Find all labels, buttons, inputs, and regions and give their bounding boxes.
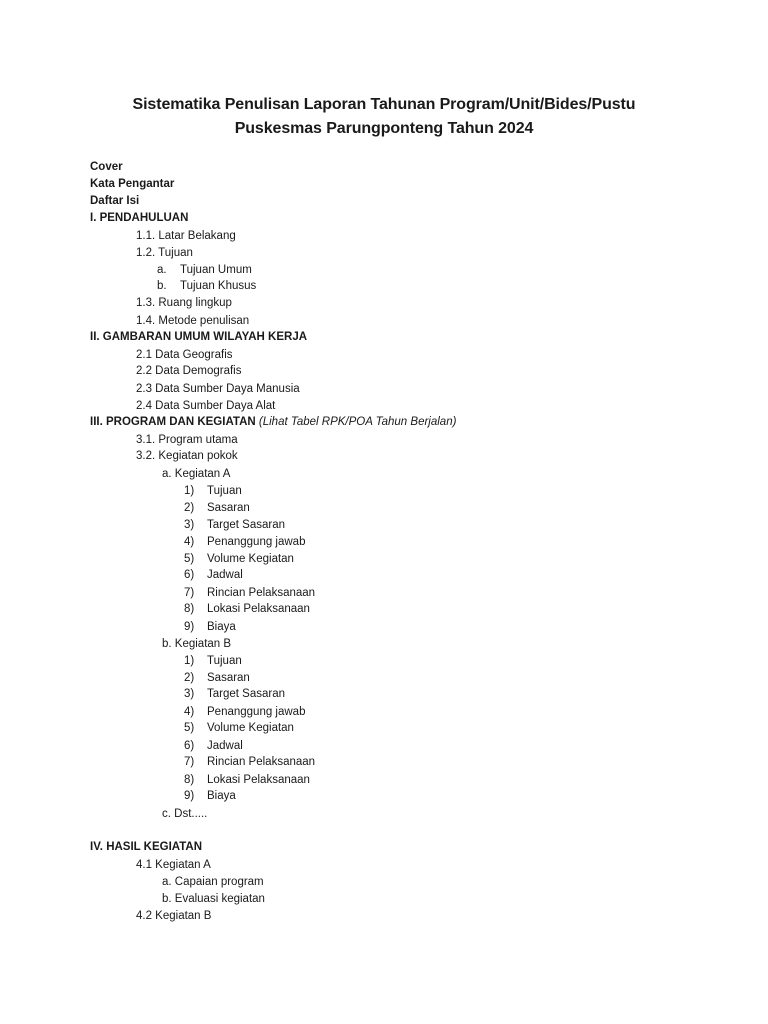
list-item: Jadwal [207,569,243,581]
list-item: Jadwal [207,740,243,752]
list-marker: 6) [184,740,195,752]
toc-kata-pengantar: Kata Pengantar [90,178,175,190]
subsection-program-utama: 3.1. Program utama [136,434,238,446]
list-marker: 8) [184,603,195,615]
list-item: Sasaran [207,672,250,684]
subsection-data-alat: 2.4 Data Sumber Daya Alat [136,400,276,412]
list-marker: 9) [184,790,195,802]
section-heading-text: III. PROGRAM DAN KEGIATAN [90,416,256,428]
list-item-evaluasi-kegiatan: b. Evaluasi kegiatan [162,893,265,905]
list-marker: 4) [184,536,195,548]
list-item: Penanggung jawab [207,536,306,548]
subsection-data-sdm: 2.3 Data Sumber Daya Manusia [136,383,300,395]
list-item: Target Sasaran [207,688,285,700]
list-item-tujuan-umum: Tujuan Umum [180,264,252,276]
list-marker: 2) [184,672,195,684]
list-item: Target Sasaran [207,519,285,531]
subsection-tujuan: 1.2. Tujuan [136,247,193,259]
subsection-kegiatan-a: 4.1 Kegiatan A [136,859,211,871]
list-marker: 1) [184,655,195,667]
toc-daftar-isi: Daftar Isi [90,195,140,207]
list-marker: 7) [184,587,195,599]
section-heading-note: (Lihat Tabel RPK/POA Tahun Berjalan) [258,416,457,428]
list-item: Lokasi Pelaksanaan [207,603,310,615]
list-marker: 3) [184,519,195,531]
subsection-data-demografis: 2.2 Data Demografis [136,365,242,377]
list-marker: 1) [184,485,195,497]
list-marker: 7) [184,756,195,768]
list-marker: 9) [184,621,195,633]
list-item-tujuan-khusus: Tujuan Khusus [180,280,257,292]
section-heading-gambaran-umum: II. GAMBARAN UMUM WILAYAH KERJA [90,331,308,343]
list-item: Rincian Pelaksanaan [207,756,316,768]
list-item: Sasaran [207,502,250,514]
list-item-capaian-program: a. Capaian program [162,876,264,888]
list-item: Penanggung jawab [207,706,306,718]
subsection-metode-penulisan: 1.4. Metode penulisan [136,315,250,327]
kegiatan-dst: c. Dst..... [162,808,208,820]
list-marker: 2) [184,502,195,514]
list-marker: b. [157,280,167,292]
list-item: Tujuan [207,655,242,667]
list-marker: 8) [184,774,195,786]
subsection-ruang-lingkup: 1.3. Ruang lingkup [136,297,232,309]
document-title-line-1: Sistematika Penulisan Laporan Tahunan Program/Unit/Bides/Pustu [132,96,636,113]
section-heading-program-kegiatan [90,414,456,430]
kegiatan-a-heading: a. Kegiatan A [162,468,231,480]
list-item: Lokasi Pelaksanaan [207,774,310,786]
document-title-line-2: Puskesmas Parungponteng Tahun 2024 [234,120,534,137]
list-marker: 6) [184,569,195,581]
list-marker: a. [157,264,167,276]
section-heading-pendahuluan: I. PENDAHULUAN [90,212,189,224]
list-marker: 3) [184,688,195,700]
list-item: Biaya [207,621,236,633]
list-item: Tujuan [207,485,242,497]
section-heading-hasil-kegiatan: IV. HASIL KEGIATAN [90,841,203,853]
list-item: Biaya [207,790,236,802]
list-item: Volume Kegiatan [207,722,294,734]
kegiatan-b-heading: b. Kegiatan B [162,638,232,650]
list-marker: 5) [184,722,195,734]
subsection-latar-belakang: 1.1. Latar Belakang [136,230,236,242]
toc-cover: Cover [90,161,123,173]
subsection-kegiatan-pokok: 3.2. Kegiatan pokok [136,450,238,462]
subsection-data-geografis: 2.1 Data Geografis [136,349,233,361]
list-marker: 5) [184,553,195,565]
subsection-kegiatan-b: 4.2 Kegiatan B [136,910,212,922]
list-marker: 4) [184,706,195,718]
list-item: Rincian Pelaksanaan [207,587,316,599]
list-item: Volume Kegiatan [207,553,294,565]
